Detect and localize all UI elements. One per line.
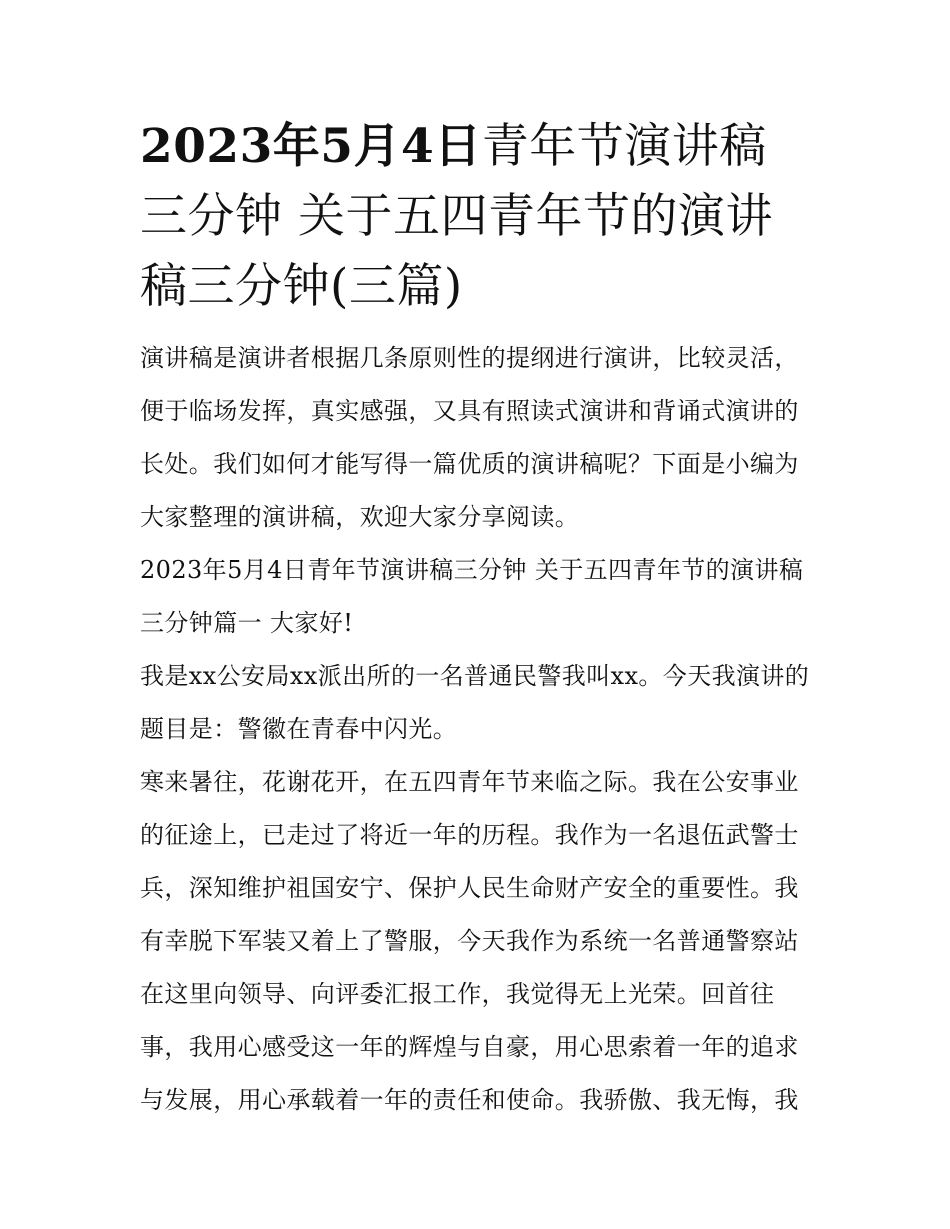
document-title	[140, 112, 812, 322]
intro-paragraph: 演讲稿是演讲者根据几条原则性的提纲进行演讲，比较灵活，便于临场发挥，真实感强，又具有照读式演讲和背诵式演讲的长处。我们如何才能写得一篇优质的演讲稿呢？下面是小编为大家整理的演讲稿，欢迎大家分享阅读。	[140, 344, 799, 531]
document-content	[140, 112, 812, 1127]
title-text: 青年节演讲稿三分钟 关于五四青年节的演讲稿三分钟(三篇)	[140, 119, 773, 314]
body-paragraph: 寒来暑往，花谢花开，在五四青年节来临之际。我在公安事业的征途上，已走过了将近一年的历程。我作为一名退伍武警士兵，深知维护祖国安宁、保护人民生命财产安全的重要性。我有幸脱下军装又着上了警服，今天我作为系统一名普通警察站在这里向领导、向评委汇报工作，我觉得无上光荣。回首往事，我用心感受这一年的辉煌与自豪，用心思索着一年的追求与发展，用心承载着一年的责任和使命。我骄傲、我无悔，我	[140, 768, 799, 1114]
body-paragraph: 我是xx公安局xx派出所的一名普通民警我叫xx。今天我演讲的题目是：警徽在青春中闪光。	[140, 662, 810, 743]
title-date: 2023年5月4日	[140, 119, 482, 174]
section-heading-paragraph: 2023年5月4日青年节演讲稿三分钟 关于五四青年节的演讲稿三分钟篇一 大家好!	[140, 556, 804, 637]
